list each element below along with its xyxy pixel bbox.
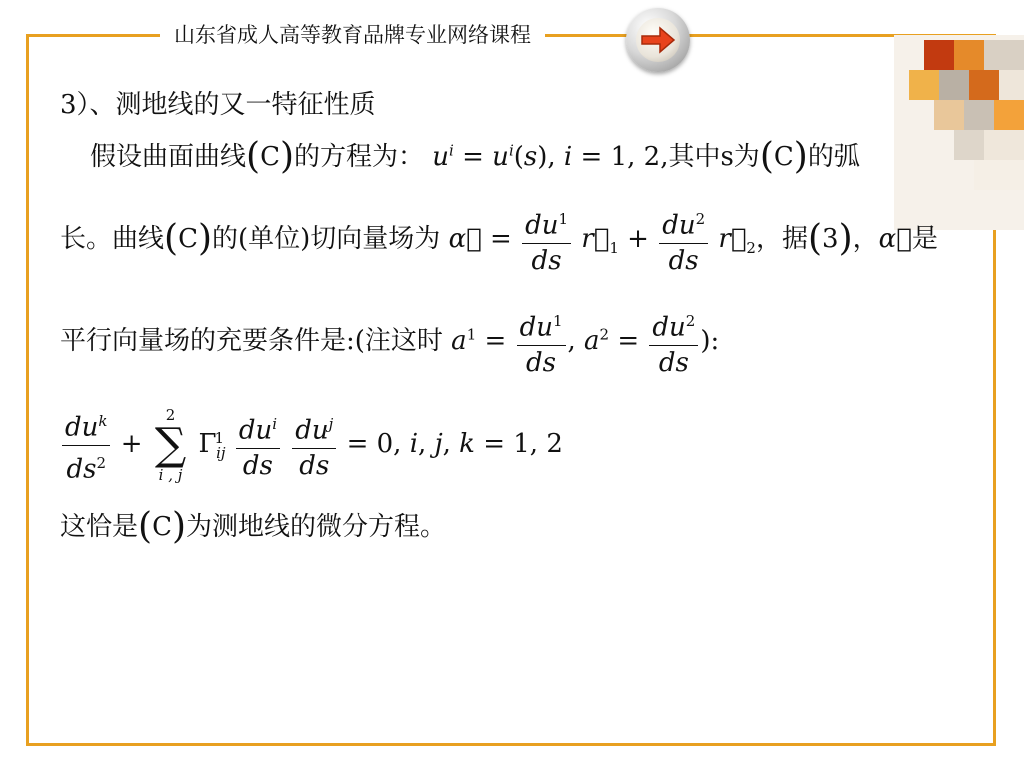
curve-label: C <box>773 142 794 172</box>
equation-a-components: $a^1$ = $\frac{du^1}{ds}$ , $a^2$ = $\frac{du^2}{ds}$ <box>451 326 700 356</box>
text: ，据 <box>755 223 808 254</box>
section-heading: 3）、测地线的又一特征性质 <box>60 90 376 120</box>
paragraph-2: 长。曲线(C)的(单位)切向量场为 α⃗ = $\frac{du^1}{ds}$ $r⃗_1$ + $\frac{du^2}{ds}$ $r⃗_2$，据(3)，α⃗是 <box>60 202 938 278</box>
equation-tangent-field: α⃗ = $\frac{du^1}{ds}$ $r⃗_1$ + $\frac{du^2}{ds}$ $r⃗_2$ <box>449 224 756 254</box>
paragraph-1: 假设曲面曲线(C)的方程为： $u^i = u^i(s)$, i = 1, 2,其中s为(C)的弧 <box>90 136 860 177</box>
equation-u-of-s: $u^i = u^i(s)$, i = 1, 2, <box>432 141 669 172</box>
text: 的方程为： <box>294 142 425 172</box>
text: 为测地线的微分方程。 <box>186 512 447 542</box>
arrow-right-icon <box>634 17 682 63</box>
text: 长。曲线 <box>60 223 165 254</box>
curve-label: C <box>260 142 280 172</box>
alpha-symbol: α⃗ <box>878 223 912 254</box>
curve-label: C <box>152 512 172 542</box>
text: ): <box>700 325 720 356</box>
next-slide-button[interactable] <box>626 8 690 72</box>
paragraph-3 <box>60 304 719 380</box>
text: 假设曲面曲线 <box>90 142 247 172</box>
curve-label: C <box>178 223 198 254</box>
text: 的弧 <box>807 142 860 172</box>
text: 是 <box>911 223 938 254</box>
text: 的(单位)切向量场为 <box>212 223 441 254</box>
text: 平行向量场的充要条件是:(注这时 <box>60 325 443 356</box>
text: ， <box>852 223 879 254</box>
geodesic-equation: $\frac{du^k}{ds^2}$ + 2 ∑ i , j $\Gamma^1_{ij}$ $\frac{du^i}{ds}$ $\frac{du^j}{ds}$ = 0, i, j, k = 1, 2 <box>60 404 563 486</box>
decorative-blocks <box>854 30 1024 230</box>
course-title: 山东省成人高等教育品牌专业网络课程 <box>160 20 545 50</box>
ref-label: 3 <box>822 223 839 254</box>
paragraph-5: 这恰是(C)为测地线的微分方程。 <box>60 506 447 547</box>
text: 这恰是 <box>60 512 139 542</box>
text: 其中s为 <box>668 142 760 172</box>
